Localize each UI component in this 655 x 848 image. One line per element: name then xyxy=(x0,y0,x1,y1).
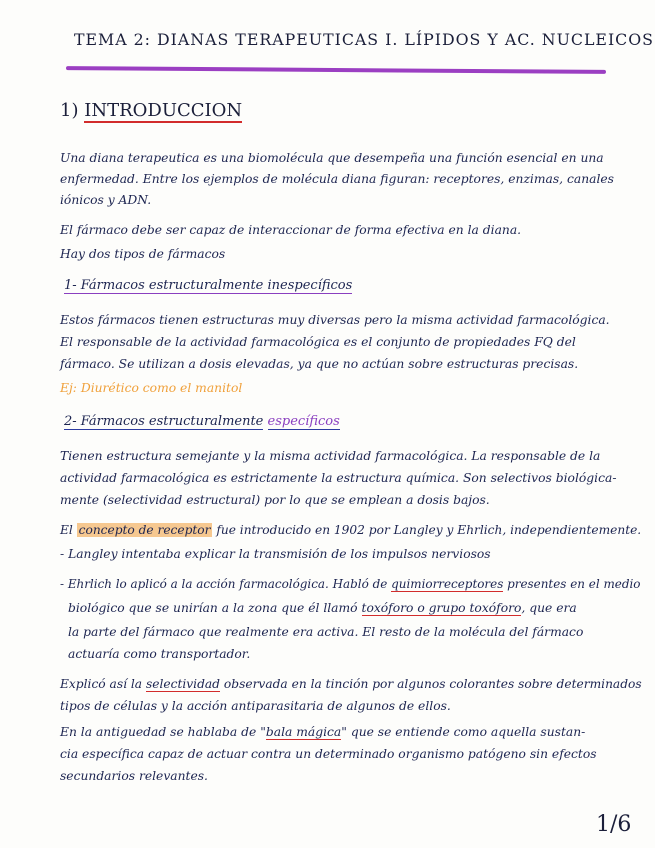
intro-line-4: El fármaco debe ser capaz de interaccionar de forma efectiva en la diana. xyxy=(60,223,522,237)
subheading-inespecificos xyxy=(64,278,352,293)
sub1-line-3: fármaco. Se utilizan a dosis elevadas, ya que no actúan sobre estructuras precisas. xyxy=(60,357,579,371)
receptor-line-3 xyxy=(60,576,640,593)
selectividad-term: selectividad xyxy=(145,677,221,691)
receptor-l1-pre: El xyxy=(60,523,73,537)
intro-line-3: iónicos y ADN. xyxy=(60,193,152,207)
title-underline xyxy=(66,66,606,74)
page-title: TEMA 2: DIANAS TERAPEUTICAS I. LÍPIDOS Y AC. NUCLEICOS xyxy=(74,30,654,49)
selectividad-line-1 xyxy=(60,676,642,693)
intro-line-1 xyxy=(60,150,604,167)
subheading-especificos-term: específicos xyxy=(267,414,340,429)
sub1-line-1: Estos fármacos tienen estructuras muy diversas pero la misma actividad farmacológica. xyxy=(60,313,610,327)
sub2-line-1: Tienen estructura semejante y la misma actividad farmacológica. La responsable de la xyxy=(60,449,601,463)
toxoforo-term: toxóforo o grupo toxóforo xyxy=(361,601,522,615)
receptor-line-1 xyxy=(60,522,641,539)
bala-line-1 xyxy=(60,724,585,741)
page-number: 1/6 xyxy=(596,812,632,837)
sub2-line-3: mente (selectividad estructural) por lo que se emplean a dosis bajos. xyxy=(60,493,490,507)
intro-line-2: enfermedad. Entre los ejemplos de molécula diana figuran: receptores, enzimas, canales xyxy=(60,172,614,186)
section-label: INTRODUCCION xyxy=(84,100,243,121)
receptor-l3-pre: - Ehrlich lo aplicó a la acción farmacológica. Habló de xyxy=(60,577,388,591)
bala-line-3: secundarios relevantes. xyxy=(60,769,208,783)
receptor-line-6: actuaría como transportador. xyxy=(68,647,251,661)
bala-pre: En la antiguedad se hablaba de " xyxy=(60,725,266,739)
receptor-term: concepto de receptor xyxy=(78,523,211,537)
intro-line-1-text: Una diana terapeutica es una biomolécula que desempeña una función esencial en una xyxy=(60,151,604,165)
selectividad-line-2: tipos de células y la acción antiparasitaria de algunos de ellos. xyxy=(60,699,451,713)
bala-post: " que se entiende como aquella sustan- xyxy=(341,725,586,739)
receptor-l3-post: presentes en el medio xyxy=(507,577,641,591)
section-heading xyxy=(60,100,242,121)
section-number: 1) xyxy=(60,100,79,121)
subheading-especificos xyxy=(64,414,340,429)
sub2-line-2: actividad farmacológica es estrictamente la estructura química. Son selectivos biológica- xyxy=(60,471,617,485)
receptor-line-5: la parte del fármaco que realmente era activa. El resto de la molécula del fármaco xyxy=(68,625,584,639)
bala-line-2: cia específica capaz de actuar contra un determinado organismo patógeno sin efectos xyxy=(60,747,597,761)
selectividad-pre: Explicó así la xyxy=(60,677,143,691)
quimiorreceptores-term: quimiorreceptores xyxy=(391,577,504,591)
receptor-line-2: - Langley intentaba explicar la transmisión de los impulsos nerviosos xyxy=(60,547,491,561)
selectividad-post: observada en la tinción por algunos colorantes sobre determinados xyxy=(223,677,642,691)
receptor-l4-post: , que era xyxy=(521,601,577,615)
sub1-line-2: El responsable de la actividad farmacológica es el conjunto de propiedades FQ del xyxy=(60,335,576,349)
receptor-l1-post: fue introducido en 1902 por Langley y Ehrlich, independientemente. xyxy=(216,523,642,537)
receptor-l4-pre: biológico que se unirían a la zona que él llamó xyxy=(68,601,358,615)
subheading-especificos-prefix: 2- Fármacos estructuralmente xyxy=(64,414,264,429)
sub1-example: Ej: Diurético como el manitol xyxy=(60,381,243,395)
bala-magica-term: bala mágica xyxy=(265,725,342,739)
receptor-line-4 xyxy=(68,600,577,617)
subheading-inespecificos-text: 1- Fármacos estructuralmente inespecíficos xyxy=(64,278,353,293)
intro-line-5: Hay dos tipos de fármacos xyxy=(60,247,226,261)
